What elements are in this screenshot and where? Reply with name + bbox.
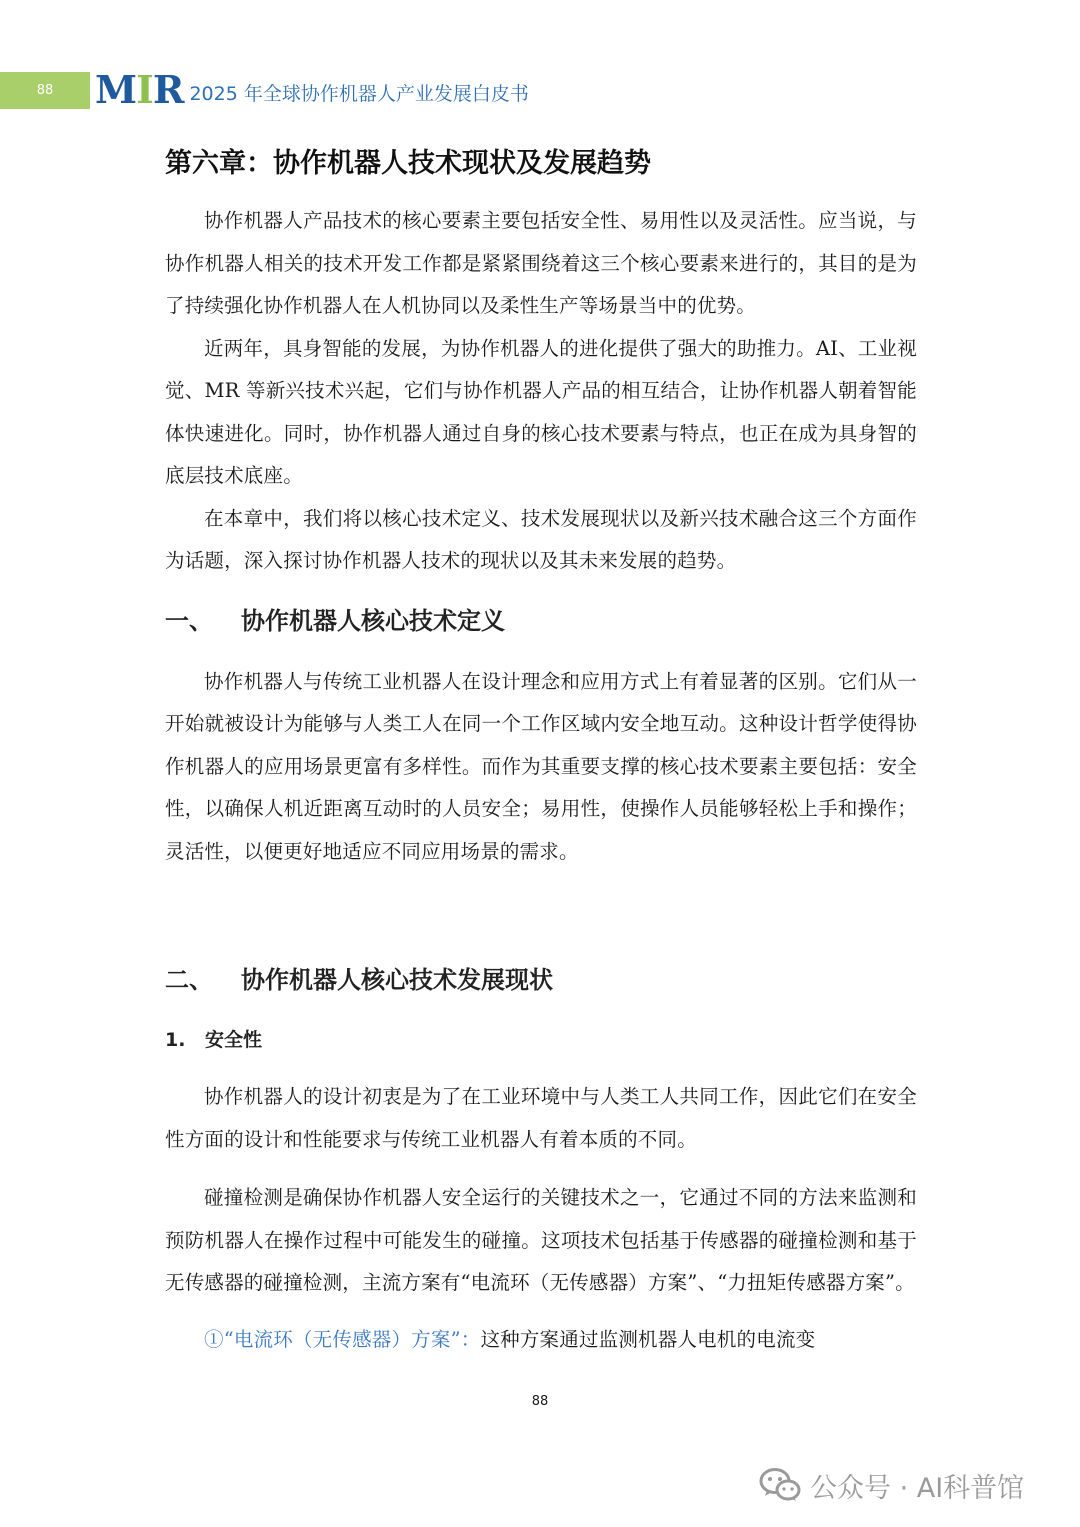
section-1-number: 一、 (165, 606, 213, 635)
section-2-title: 协作机器人核心技术发展现状 (241, 966, 553, 994)
mir-logo: MIR (95, 67, 184, 112)
current-loop-scheme-label: ①“电流环（无传感器）方案”： (204, 1327, 481, 1351)
section-2-paragraph-2: 碰撞检测是确保协作机器人安全运行的关键技术之一，它通过不同的方法来监测和预防机器人在操作过程中可能发生的碰撞。这项技术包括基于传感器的碰撞检测和基于无传感器的碰撞检测，主流方案有“电流环（无传感器）方案”、“力扭矩传感器方案”。 (165, 1186, 917, 1294)
subsection-1-number: 1. (165, 1029, 186, 1051)
header-title: 2025 年全球协作机器人产业发展白皮书 (189, 83, 529, 105)
page-content (165, 140, 917, 1361)
subsection-1-title: 安全性 (205, 1029, 263, 1051)
intro-paragraph-3: 在本章中，我们将以核心技术定义、技术发展现状以及新兴技术融合这三个方面作为话题，深入探讨协作机器人技术的现状以及其未来发展的趋势。 (165, 506, 917, 572)
watermark-text: 公众号 · AI科普馆 (810, 1472, 1025, 1504)
section-1-paragraph: 协作机器人与传统工业机器人在设计理念和应用方式上有着显著的区别。它们从一开始就被设计为能够与人类工人在同一个工作区域内安全地互动。这种设计哲学使得协作机器人的应用场景更富有多样性。而作为其重要支撑的核心技术要素主要包括：安全性，以确保人机近距离互动时的人员安全；易用性，使操作人员能够轻松上手和操作；灵活性，以便更好地适应不同应用场景的需求。 (165, 669, 917, 863)
section-1-heading (165, 601, 917, 641)
page-number: 88 (531, 1394, 549, 1409)
subsection-1-heading (165, 1020, 917, 1060)
section-2-number: 二、 (165, 966, 213, 994)
section-2-paragraph-1: 协作机器人的设计初衷是为了在工业环境中与人类工人共同工作，因此它们在安全性方面的设计和性能要求与传统工业机器人有着本质的不同。 (165, 1085, 917, 1151)
current-loop-scheme-text: 这种方案通过监测机器人电机的电流变 (480, 1327, 816, 1351)
watermark (758, 1460, 1024, 1510)
section-2-heading (165, 960, 917, 1000)
chapter-title: 第六章：协作机器人技术现状及发展趋势 (165, 148, 651, 179)
section-2-paragraph-3 (165, 1319, 917, 1362)
wechat-icon (758, 1465, 802, 1505)
intro-paragraph-2: 近两年，具身智能的发展，为协作机器人的进化提供了强大的助推力。AI、工业视觉、MR 等新兴技术兴起，它们与协作机器人产品的相互结合，让协作机器人朝着智能体快速进化。同时，协作机器人通过自身的核心技术要素与特点，也正在成为具身智的底层技术底座。 (165, 336, 917, 487)
intro-paragraph-1: 协作机器人产品技术的核心要素主要包括安全性、易用性以及灵活性。应当说，与协作机器人相关的技术开发工作都是紧紧围绕着这三个核心要素来进行的，其目的是为了持续强化协作机器人在人机协同以及柔性生产等场景当中的优势。 (165, 209, 917, 317)
header-logo (95, 67, 529, 112)
section-1-title: 协作机器人核心技术定义 (241, 606, 505, 635)
header-page-tab: 88 (0, 72, 90, 109)
